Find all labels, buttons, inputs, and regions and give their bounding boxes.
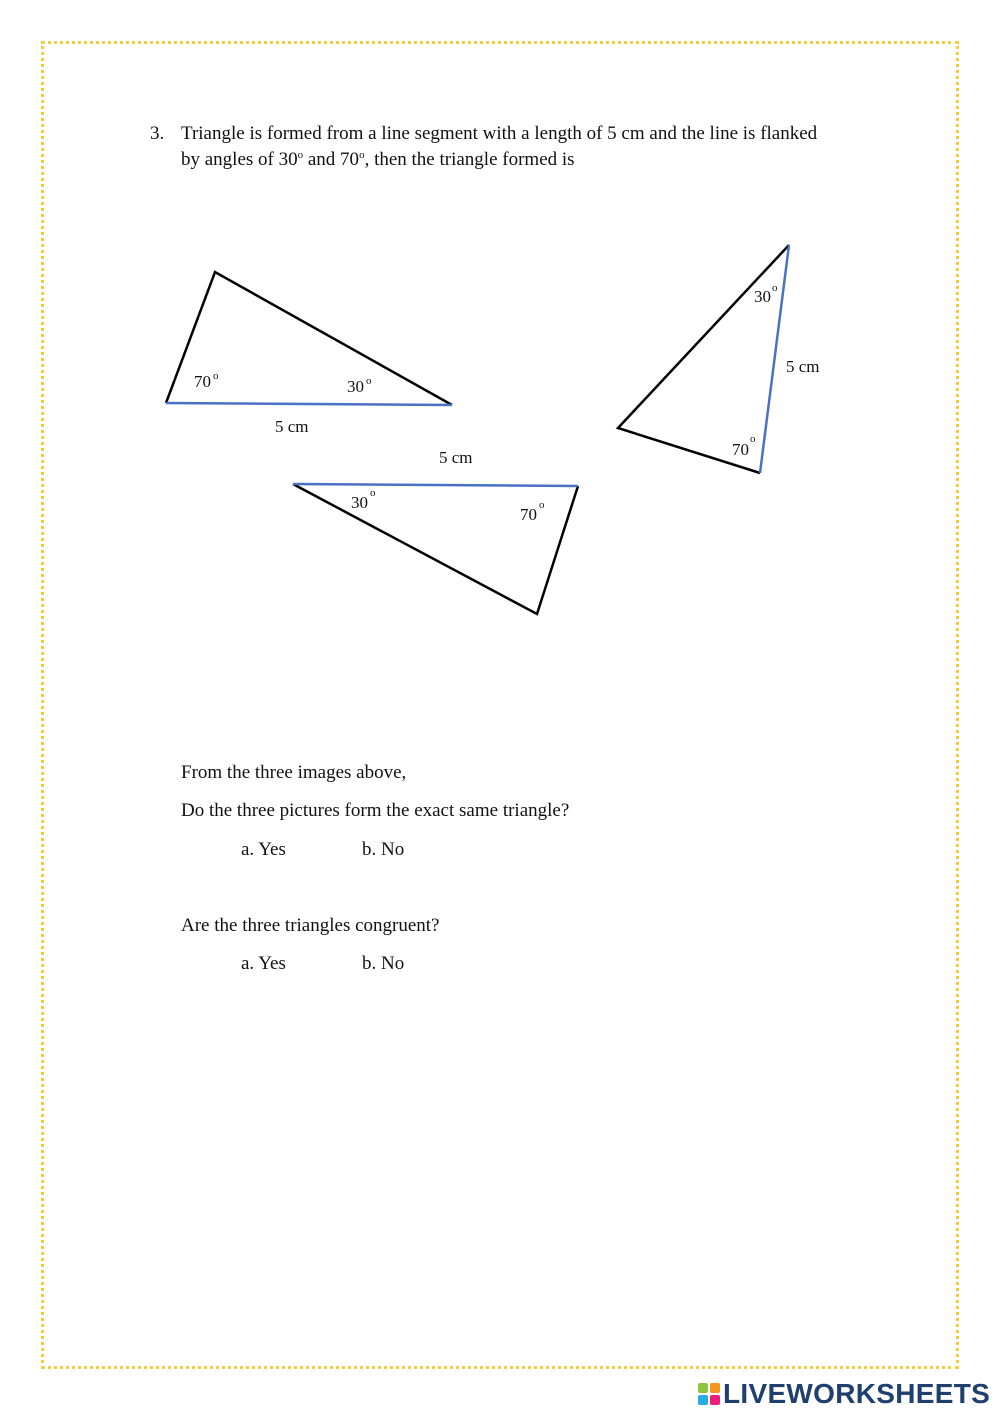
question-number: 3. xyxy=(150,123,165,144)
triangle-1-base-side xyxy=(166,403,452,405)
degree-symbol: o xyxy=(297,149,304,161)
degree-symbol: o xyxy=(772,282,778,294)
intro-text: From the three images above, xyxy=(181,762,407,783)
triangle-2-angle-top: 30 xyxy=(754,287,771,306)
triangle-1-angle-right: 30 xyxy=(347,377,364,396)
degree-symbol: o xyxy=(366,375,372,387)
degree-symbol: o xyxy=(370,487,376,499)
triangle-2-angle-bottom: 70 xyxy=(732,440,749,459)
logo-text: LIVEWORKSHEETS xyxy=(723,1378,991,1409)
logo-icon xyxy=(698,1383,720,1405)
degree-symbol: o xyxy=(213,370,219,382)
degree-symbol: o xyxy=(359,149,365,161)
triangle-3-base-side xyxy=(293,484,578,486)
question-same-triangle: Do the three pictures form the exact same triangle? xyxy=(181,800,570,821)
triangle-2-base-side xyxy=(760,245,789,473)
option-no-2[interactable]: b. No xyxy=(362,953,405,974)
triangle-3-edges xyxy=(293,484,578,614)
triangle-1-angle-left: 70 xyxy=(194,372,211,391)
triangle-3-side-label: 5 cm xyxy=(439,448,473,467)
option-yes-1[interactable]: a. Yes xyxy=(241,839,286,860)
option-yes-2[interactable]: a. Yes xyxy=(241,953,286,974)
triangle-1 xyxy=(166,272,452,436)
liveworksheets-logo xyxy=(698,1378,990,1410)
triangle-3-angle-right: 70 xyxy=(520,505,537,524)
question-line-1: Triangle is formed from a line segment with a length of 5 cm and the line is flanked xyxy=(181,123,818,144)
option-no-1[interactable]: b. No xyxy=(362,839,405,860)
logo-square xyxy=(698,1383,708,1393)
question-line-2-c: , then the triangle formed is xyxy=(364,149,575,170)
triangle-2-side-label: 5 cm xyxy=(786,357,820,376)
triangle-3-angle-left: 30 xyxy=(351,493,368,512)
logo-square xyxy=(710,1395,720,1405)
degree-symbol: o xyxy=(750,433,756,445)
degree-symbol: o xyxy=(539,499,545,511)
question-line-2-b: and 70 xyxy=(303,149,360,170)
question-congruent: Are the three triangles congruent? xyxy=(181,915,440,936)
question-line-2-a: by angles of 30 xyxy=(181,149,298,170)
triangle-1-side-label: 5 cm xyxy=(275,417,309,436)
logo-square xyxy=(710,1383,720,1393)
triangle-2 xyxy=(618,245,820,473)
triangle-3 xyxy=(293,448,578,614)
logo-square xyxy=(698,1395,708,1405)
